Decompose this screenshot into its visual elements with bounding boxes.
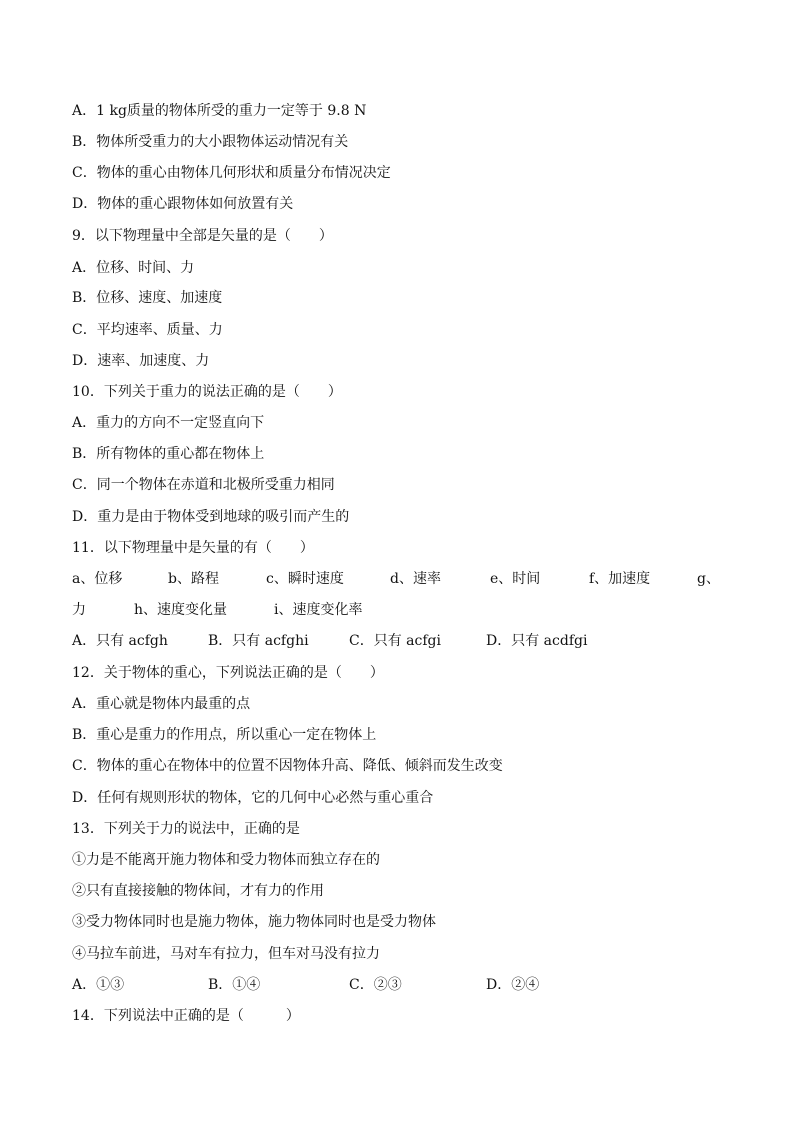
q13-options xyxy=(72,973,734,997)
q12-option-b: B．重心是重力的作用点，所以重心一定在物体上 xyxy=(72,727,377,743)
q13-stem: 13．下列关于力的说法中，正确的是 xyxy=(72,821,300,837)
q8-option-a: A．1 kg质量的物体所受的重力一定等于 9.8 N xyxy=(72,103,367,119)
q10-option-b: B．所有物体的重心都在物体上 xyxy=(72,446,265,462)
q11-item: i、速度变化率 xyxy=(274,602,363,618)
q11-item: a、位移 xyxy=(72,571,123,587)
q11-options xyxy=(72,629,734,653)
q13-statement-1: ①力是不能离开施力物体和受力物体而独立存在的 xyxy=(72,852,380,868)
q9-option-d: D．速率、加速度、力 xyxy=(72,353,210,369)
q11-item: e、时间 xyxy=(490,571,541,587)
q12-option-a: A．重心就是物体内最重的点 xyxy=(72,696,251,712)
q10-option-d: D．重力是由于物体受到地球的吸引而产生的 xyxy=(72,509,350,525)
q13-statement-3: ③受力物体同时也是施力物体，施力物体同时也是受力物体 xyxy=(72,914,436,930)
q13-option-b: B．①④ xyxy=(208,977,261,993)
q13-option-c: C．②③ xyxy=(349,977,402,993)
q12-option-c: C．物体的重心在物体中的位置不因物体升高、降低、倾斜而发生改变 xyxy=(72,758,503,774)
q12-option-d: D．任何有规则形状的物体，它的几何中心必然与重心重合 xyxy=(72,790,434,806)
q11-option-c: C．只有 acfgi xyxy=(349,633,441,649)
q11-option-b: B．只有 acfghi xyxy=(208,633,309,649)
q11-item: d、速率 xyxy=(390,571,441,587)
q11-items-row-1 xyxy=(72,567,734,591)
q11-item: h、速度变化量 xyxy=(134,602,228,618)
q9-option-a: A．位移、时间、力 xyxy=(72,260,195,276)
q11-stem: 11．以下物理量中是矢量的有（ ） xyxy=(72,540,314,556)
q13-option-a: A．①③ xyxy=(72,977,125,993)
q10-option-c: C．同一个物体在赤道和北极所受重力相同 xyxy=(72,477,335,493)
q14-stem: 14．下列说法中正确的是（ ） xyxy=(72,1008,300,1024)
q11-option-d: D．只有 acdfgi xyxy=(486,633,588,649)
q8-option-b: B．物体所受重力的大小跟物体运动情况有关 xyxy=(72,134,349,150)
q11-item: b、路程 xyxy=(168,571,219,587)
q10-option-a: A．重力的方向不一定竖直向下 xyxy=(72,415,265,431)
q8-option-d: D．物体的重心跟物体如何放置有关 xyxy=(72,196,294,212)
q13-option-d: D．②④ xyxy=(486,977,540,993)
q11-option-a: A．只有 acfgh xyxy=(72,633,168,649)
q8-option-c: C．物体的重心由物体几何形状和质量分布情况决定 xyxy=(72,165,391,181)
q11-item: 力 xyxy=(72,602,86,618)
q9-option-c: C．平均速率、质量、力 xyxy=(72,322,223,338)
q11-item: f、加速度 xyxy=(589,571,651,587)
q13-statement-4: ④马拉车前进，马对车有拉力，但车对马没有拉力 xyxy=(72,946,380,962)
q11-item: g、 xyxy=(697,571,720,587)
q11-item: c、瞬时速度 xyxy=(266,571,344,587)
q11-items-row-2 xyxy=(72,598,734,622)
q10-stem: 10．下列关于重力的说法正确的是（ ） xyxy=(72,384,342,400)
q9-option-b: B．位移、速度、加速度 xyxy=(72,290,223,306)
q13-statement-2: ②只有直接接触的物体间，才有力的作用 xyxy=(72,883,324,899)
q12-stem: 12．关于物体的重心，下列说法正确的是（ ） xyxy=(72,665,384,681)
q9-stem: 9．以下物理量中全部是矢量的是（ ） xyxy=(72,228,333,244)
